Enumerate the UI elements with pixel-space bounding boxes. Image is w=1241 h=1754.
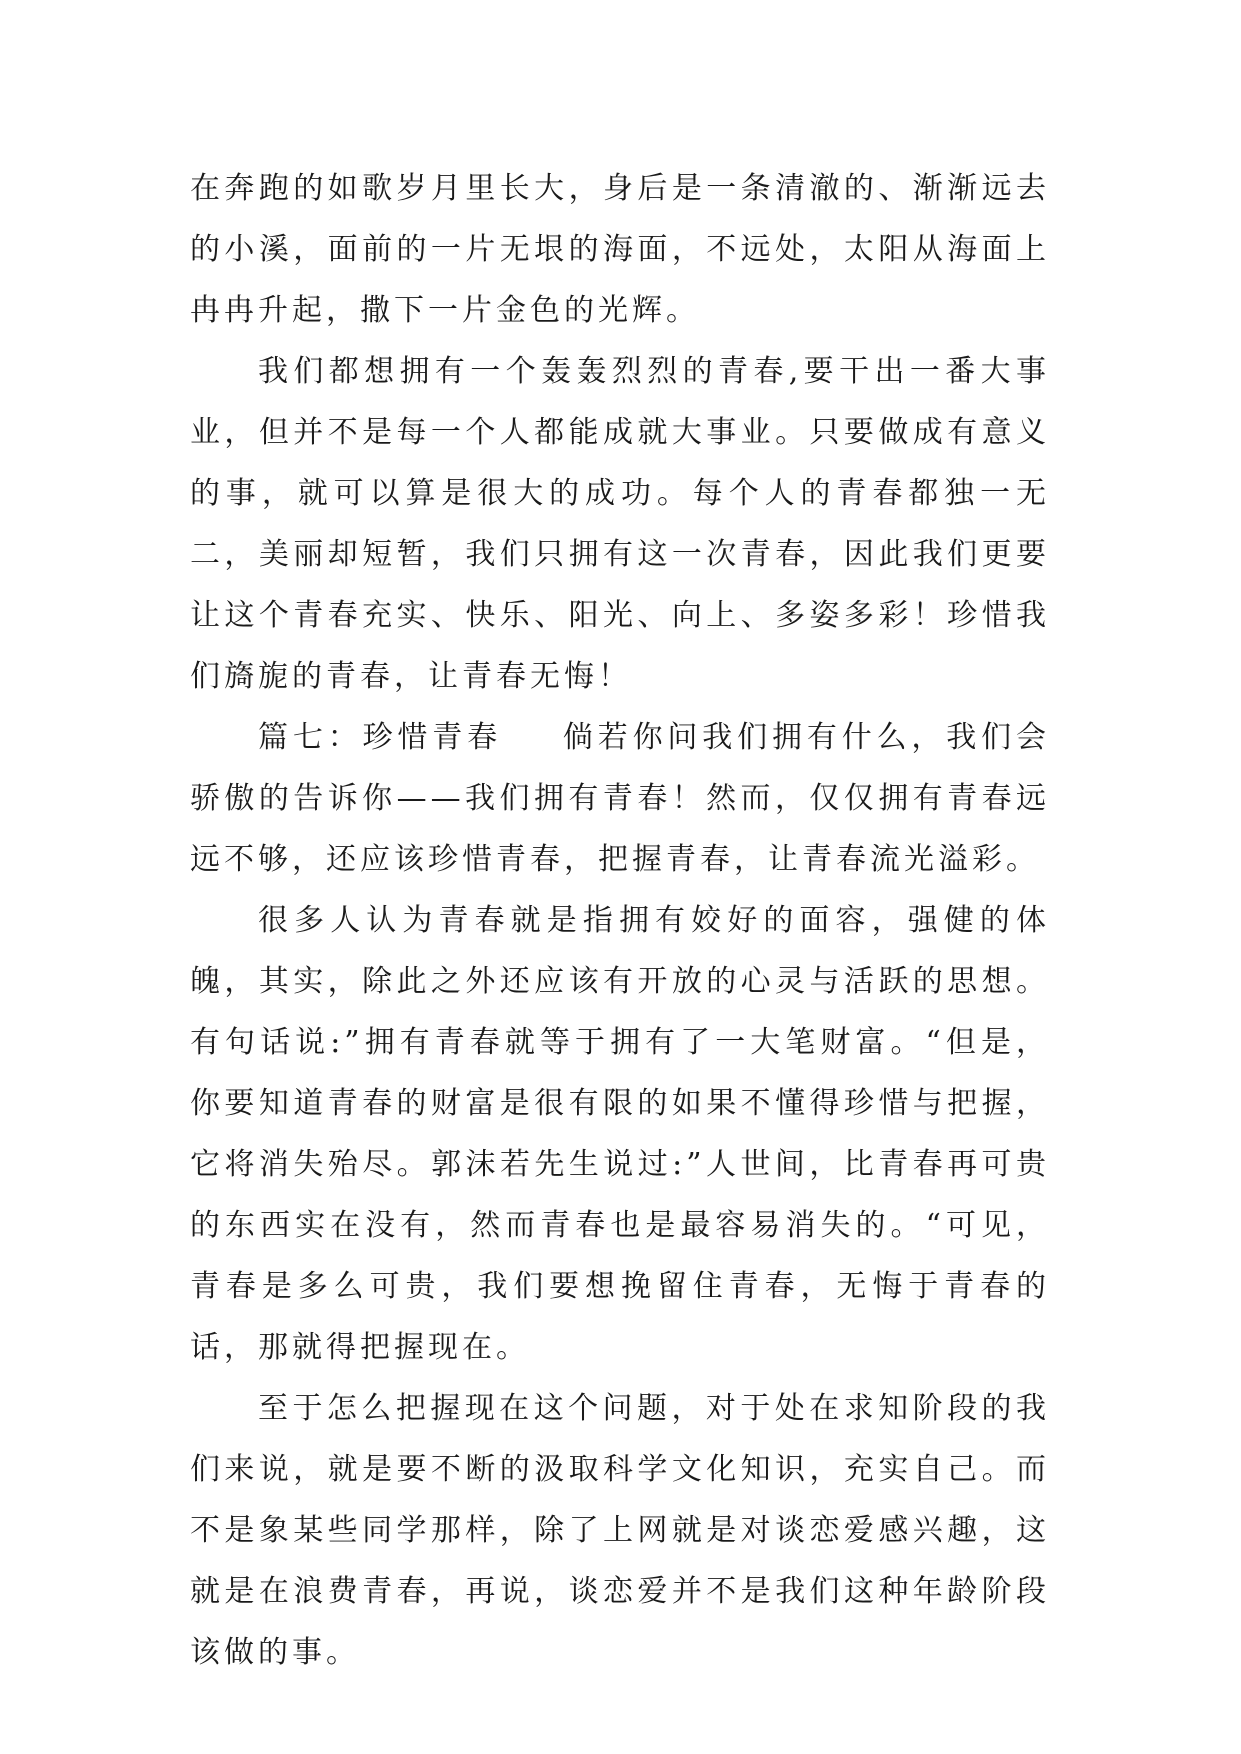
paragraph-1: 在奔跑的如歌岁月里长大，身后是一条清澈的、渐渐远去的小溪，面前的一片无垠的海面，不远处，太阳从海面上冉冉升起，撒下一片金色的光辉。 [190, 171, 1050, 328]
paragraph-3 [190, 707, 1050, 890]
section-title: 篇七：珍惜青春 [258, 720, 502, 755]
paragraph-2: 我们都想拥有一个轰轰烈烈的青春,要干出一番大事业，但并不是每一个人都能成就大事业。只要做成有意义的事，就可以算是很大的成功。每个人的青春都独一无二，美丽却短暂，我们只拥有这一次青春，因此我们更要让这个青春充实、快乐、阳光、向上、多姿多彩！珍惜我们旖旎的青春，让青春无悔！ [190, 354, 1050, 694]
paragraph-3-text: 倘若你问我们拥有什么，我们会骄傲的告诉你——我们拥有青春！然而，仅仅拥有青春远远不够，还应该珍惜青春，把握青春，让青春流光溢彩。 [190, 720, 1050, 877]
paragraph-4: 很多人认为青春就是指拥有姣好的面容，强健的体魄，其实，除此之外还应该有开放的心灵与活跃的思想。有句话说:”拥有青春就等于拥有了一大笔财富。“但是，你要知道青春的财富是很有限的如果不懂得珍惜与把握，它将消失殆尽。郭沫若先生说过:”人世间，比青春再可贵的东西实在没有，然而青春也是最容易消失的。“可见，青春是多么可贵，我们要想挽留住青春，无悔于青春的话，那就得把握现在。 [190, 903, 1050, 1365]
document-body [190, 158, 1050, 1683]
paragraph-5: 至于怎么把握现在这个问题，对于处在求知阶段的我们来说，就是要不断的汲取科学文化知识，充实自己。而不是象某些同学那样，除了上网就是对谈恋爱感兴趣，这就是在浪费青春，再说，谈恋爱并不是我们这种年龄阶段该做的事。 [190, 1391, 1050, 1670]
